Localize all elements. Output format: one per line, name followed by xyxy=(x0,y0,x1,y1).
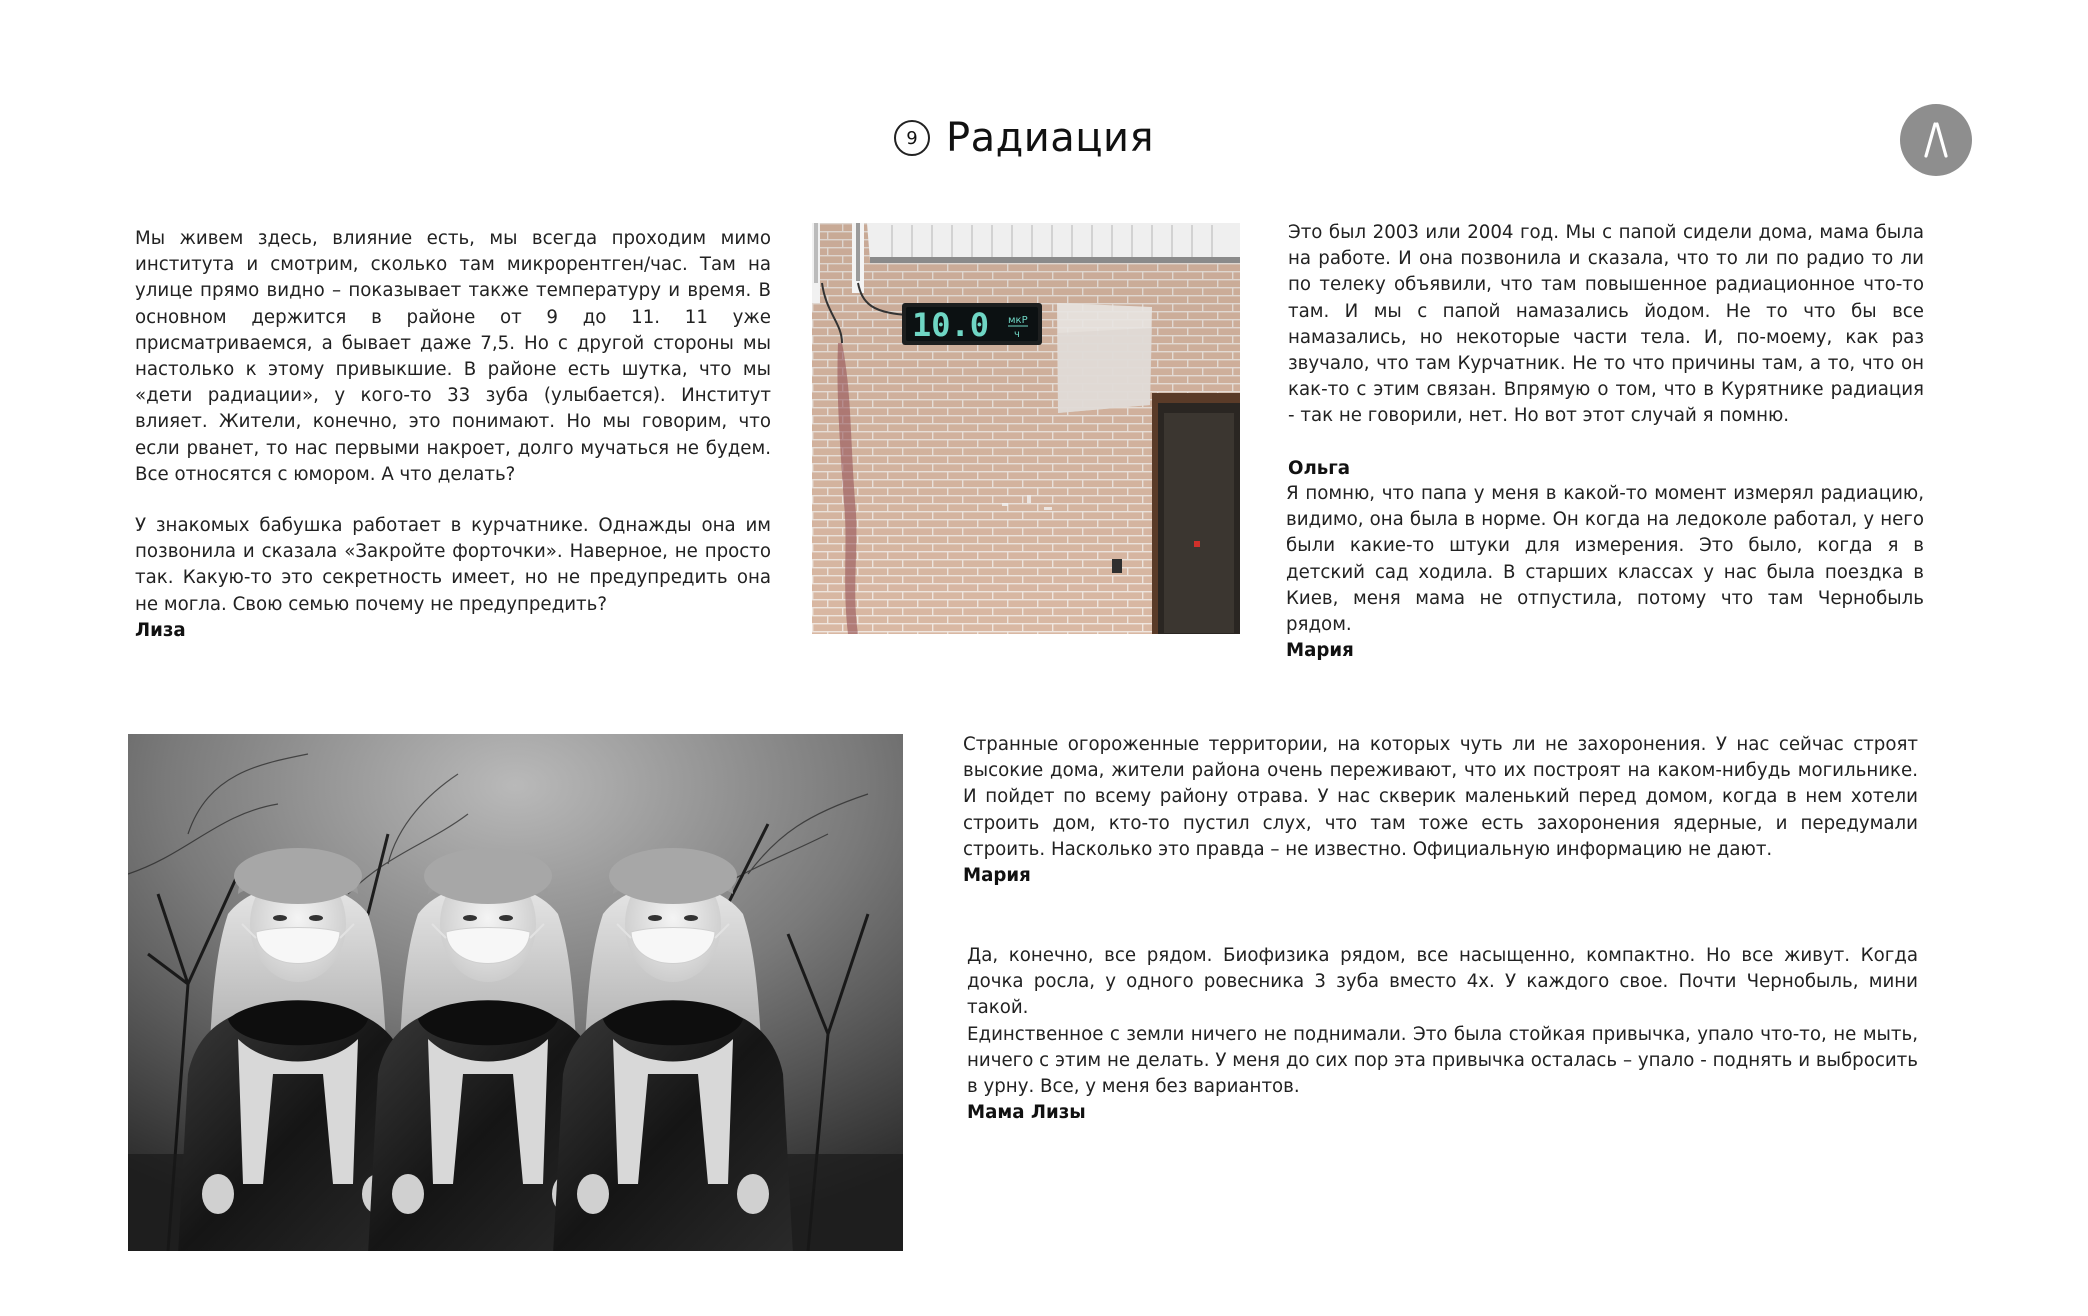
page-title: Радиация xyxy=(945,115,1155,161)
quote-block-6 xyxy=(967,943,1918,1126)
quote-text: У знакомых бабушка работает в курчатнике. Однажды она им позвонила и сказала «Закройте форточки». Наверное, не просто так. Какую-то это секретность имеет, но не предупредить она не могла. Свою семью почему не предупредить? xyxy=(135,515,771,615)
display-unit-bottom: ч xyxy=(1014,329,1020,340)
quote-author: Ольга xyxy=(1288,457,1351,479)
quote-block-2 xyxy=(135,513,771,644)
radiation-display-photo xyxy=(812,223,1240,634)
quote-author: Лиза xyxy=(135,619,186,641)
display-value: 10.0 xyxy=(912,306,990,344)
quote-block-5 xyxy=(963,732,1918,889)
quote-text: Это был 2003 или 2004 год. Мы с папой сидели дома, мама была на работе. И она позвонила и сказала, что то ли по радио то ли по телеку объявили, что там повышенное радиационное что-то там. И мы с папой намазались йодом. Не то что бы все намазались, но некоторые части тела. И, по-моему, как раз звучало, что там Курчатник. Не то что причины там, а то, что он как-то с этим связан. Впрямую о том, что в Курятнике радиация - так не говорили, нет. Но вот этот случай я помню. xyxy=(1288,222,1924,427)
quote-author: Мария xyxy=(963,865,1031,887)
quote-text: Мы живем здесь, влияние есть, мы всегда проходим мимо института и смотрим, сколько там микрорентген/час. Там на улице прямо видно – показывает также температуру и время. В основном держится в районе от 9 до 11. 11 уже присматриваемся, а бывает даже 7,5. Но с другой стороны мы настолько к этому привыкшие. В районе есть шутка, что мы «дети радиации», у кого-то 33 зуба (улыбается). Институт влияет. Жители, конечно, это понимают. Но мы говорим, что если рванет, то нас первыми накроет, долго мучаться не будем. Все относятся с юмором. А что делать? xyxy=(135,228,771,485)
quote-block-3 xyxy=(1288,220,1924,482)
quote-text: Странные огороженные территории, на которых чуть ли не захоронения. У нас сейчас строят высокие дома, жители района очень переживают, что их построят на каком-нибудь могильнике. И пойдет по всему району отрава. У нас скверик маленький перед домом, когда в нем хотели строить дом, кто-то пустил слух, что там тоже есть захоронения ядерные, и передумали строить. Насколько это правда – не известно. Официальную информацию не дают. xyxy=(963,734,1918,860)
quote-block-1 xyxy=(135,226,771,488)
lambda-logo-icon xyxy=(1900,104,1972,176)
page-header xyxy=(0,108,2088,168)
quote-text: Я помню, что папа у меня в какой-то момент измерял радиацию, видимо, она была в норме. Он когда на ледоколе работал, у него были какие-то штуки для измерения. Это было, когда я в детский сад ходила. В старших классах у нас была поездка в Киев, меня мама не отпустила, потому что там Чернобыль рядом. xyxy=(1286,483,1924,636)
page-number: 9 xyxy=(906,127,918,149)
quote-block-4 xyxy=(1286,481,1924,664)
quote-author: Мария xyxy=(1286,640,1354,662)
quote-text: Единственное с земли ничего не поднимали. Это была стойкая привычка, упало что-то, не мыть, ничего с этим не делать. У меня до сих пор эта привычка осталась – упало - поднять и выбросить в урну. Все, у меня без вариантов. xyxy=(967,1023,1918,1098)
three-masked-women-photo xyxy=(128,734,903,1251)
display-unit-top: мкР xyxy=(1008,315,1028,326)
quote-author: Мама Лизы xyxy=(967,1102,1086,1124)
page-number-badge xyxy=(894,120,930,156)
quote-text: Да, конечно, все рядом. Биофизика рядом, все насыщенно, компактно. Но все живут. Когда дочка росла, у одного ровесника 3 зуба вместо 4х. У каждого свое. Почти Чернобыль, мини такой. xyxy=(967,945,1918,1019)
